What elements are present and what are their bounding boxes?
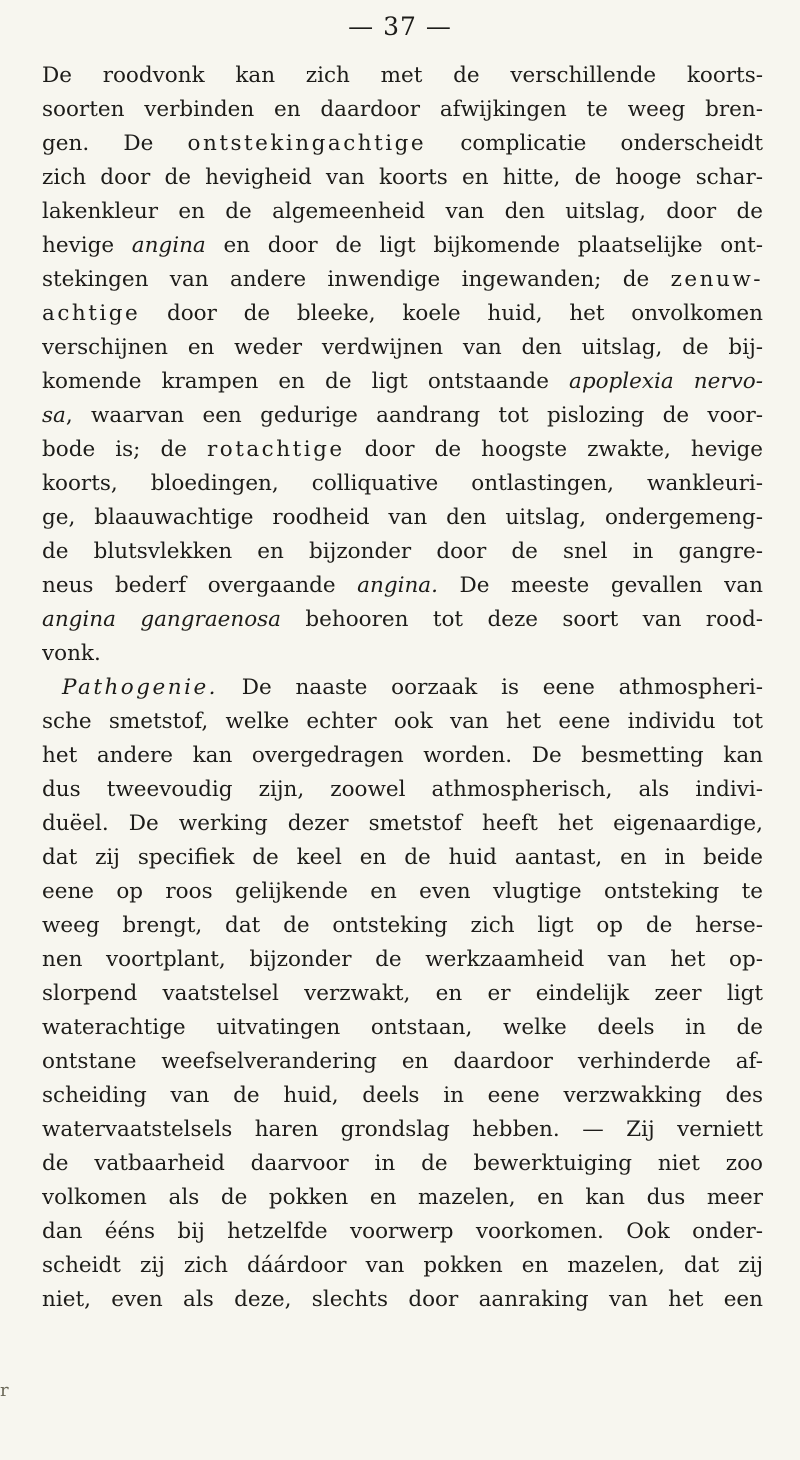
- text-segment: De meeste gevallen van: [437, 573, 763, 598]
- text-segment: zich door de hevigheid van koorts en hitte, de hooge schar-: [42, 165, 763, 190]
- text-segment: eene op roos gelijkende en even vlugtige ontsteking te: [42, 879, 763, 904]
- text-line: [42, 127, 763, 161]
- text-segment: complicatie onderscheidt: [426, 131, 763, 156]
- text-segment: verschijnen en weder verdwijnen van den uitslag, de bij-: [42, 335, 763, 360]
- text-segment: weeg brengt, dat de ontsteking zich ligt op de herse-: [42, 913, 763, 938]
- text-segment: het andere kan overgedragen worden. De besmetting kan: [42, 743, 763, 768]
- text-segment: niet, even als deze, slechts door aanraking van het een: [42, 1287, 763, 1312]
- text-line: [42, 535, 763, 569]
- text-line: [42, 875, 763, 909]
- text-line: [42, 331, 763, 365]
- text-line: [42, 501, 763, 535]
- text-line: [42, 671, 763, 705]
- text-line: [42, 841, 763, 875]
- text-segment: koorts, bloedingen, colliquative ontlastingen, wankleuri-: [42, 471, 763, 496]
- text-segment: bode is; de: [42, 437, 207, 462]
- text-segment: De naaste oorzaak is eene athmospheri-: [218, 675, 763, 700]
- text-segment: scheidt zij zich dáárdoor van pokken en mazelen, dat zij: [42, 1253, 763, 1278]
- text-line: [42, 433, 763, 467]
- text-segment: dan ééns bij hetzelfde voorwerp voorkomen. Ook onder-: [42, 1219, 763, 1244]
- text-segment: behooren tot deze soort van rood-: [281, 607, 763, 632]
- text-line: [42, 263, 763, 297]
- text-segment: watervaatstelsels haren grondslag hebben. — Zij verniett: [42, 1117, 763, 1142]
- text-segment: sche smetstof, welke echter ook van het eene individu tot: [42, 709, 763, 734]
- text-segment: stekingen van andere inwendige ingewanden; de: [42, 267, 671, 292]
- text-segment: zenuw-: [670, 267, 763, 292]
- text-line: [42, 59, 763, 93]
- text-line: [42, 807, 763, 841]
- text-segment: komende krampen en de ligt ontstaande: [42, 369, 569, 394]
- text-line: [42, 637, 763, 671]
- text-line: [42, 1079, 763, 1113]
- text-segment: lakenkleur en de algemeenheid van den uitslag, door de: [42, 199, 763, 224]
- text-line: [42, 1249, 763, 1283]
- text-line: [42, 1147, 763, 1181]
- text-segment: ge, blaauwachtige roodheid van den uitslag, ondergemeng-: [42, 505, 763, 530]
- text-line: [42, 739, 763, 773]
- text-line: [42, 399, 763, 433]
- text-segment: door de hoogste zwakte, hevige: [344, 437, 763, 462]
- text-segment: volkomen als de pokken en mazelen, en kan dus meer: [42, 1185, 763, 1210]
- text-line: [42, 1113, 763, 1147]
- text-line: [42, 195, 763, 229]
- text-segment: apoplexia nervo-: [569, 369, 763, 394]
- text-segment: vonk.: [42, 641, 101, 666]
- body-text: [42, 59, 763, 1317]
- text-segment: angina gangraenosa: [42, 607, 282, 632]
- text-line: [42, 297, 763, 331]
- text-segment: slorpend vaatstelsel verzwakt, en er eindelijk zeer ligt: [42, 981, 763, 1006]
- text-segment: dat zij specifiek de keel en de huid aantast, en in beide: [42, 845, 763, 870]
- text-segment: Pathogenie.: [62, 675, 219, 700]
- text-segment: door de bleeke, koele huid, het onvolkomen: [140, 301, 763, 326]
- stray-mark: r: [0, 1380, 9, 1401]
- text-line: [42, 365, 763, 399]
- text-segment: duëel. De werking dezer smetstof heeft het eigenaardige,: [42, 811, 763, 836]
- text-segment: , waarvan een gedurige aandrang tot pislozing de voor-: [65, 403, 763, 428]
- text-line: [42, 467, 763, 501]
- text-line: [42, 161, 763, 195]
- text-segment: rotachtige: [207, 437, 345, 462]
- text-segment: ontstekingachtige: [187, 131, 427, 156]
- text-line: [42, 1011, 763, 1045]
- text-segment: soorten verbinden en daardoor afwijkingen te weeg bren-: [42, 97, 763, 122]
- text-segment: achtige: [42, 301, 141, 326]
- text-segment: waterachtige uitvatingen ontstaan, welke deels in de: [42, 1015, 763, 1040]
- text-line: [42, 569, 763, 603]
- text-segment: de vatbaarheid daarvoor in de bewerktuiging niet zoo: [42, 1151, 763, 1176]
- text-line: [42, 1215, 763, 1249]
- text-line: [42, 1283, 763, 1317]
- text-segment: De roodvonk kan zich met de verschillende koorts-: [42, 63, 763, 88]
- text-segment: angina.: [357, 573, 438, 598]
- text-line: [42, 977, 763, 1011]
- text-line: [42, 943, 763, 977]
- text-segment: sa: [42, 403, 66, 428]
- text-line: [42, 773, 763, 807]
- text-segment: ontstane weefselverandering en daardoor verhinderde af-: [42, 1049, 763, 1074]
- text-line: [42, 1181, 763, 1215]
- text-segment: scheiding van de huid, deels in eene verzwakking des: [42, 1083, 763, 1108]
- page-number: — 37 —: [348, 12, 452, 41]
- text-segment: en door de ligt bijkomende plaatselijke ont-: [205, 233, 763, 258]
- text-segment: dus tweevoudig zijn, zoowel athmospherisch, als indivi-: [42, 777, 763, 802]
- text-segment: nen voortplant, bijzonder de werkzaamheid van het op-: [42, 947, 763, 972]
- text-segment: de blutsvlekken en bijzonder door de snel in gangre-: [42, 539, 763, 564]
- text-segment: neus bederf overgaande: [42, 573, 358, 598]
- text-line: [42, 1045, 763, 1079]
- text-segment: gen. De: [42, 131, 188, 156]
- text-line: [42, 603, 763, 637]
- text-line: [42, 229, 763, 263]
- text-segment: angina: [131, 233, 206, 258]
- text-line: [42, 909, 763, 943]
- text-segment: hevige: [42, 233, 132, 258]
- text-line: [42, 705, 763, 739]
- text-line: [42, 93, 763, 127]
